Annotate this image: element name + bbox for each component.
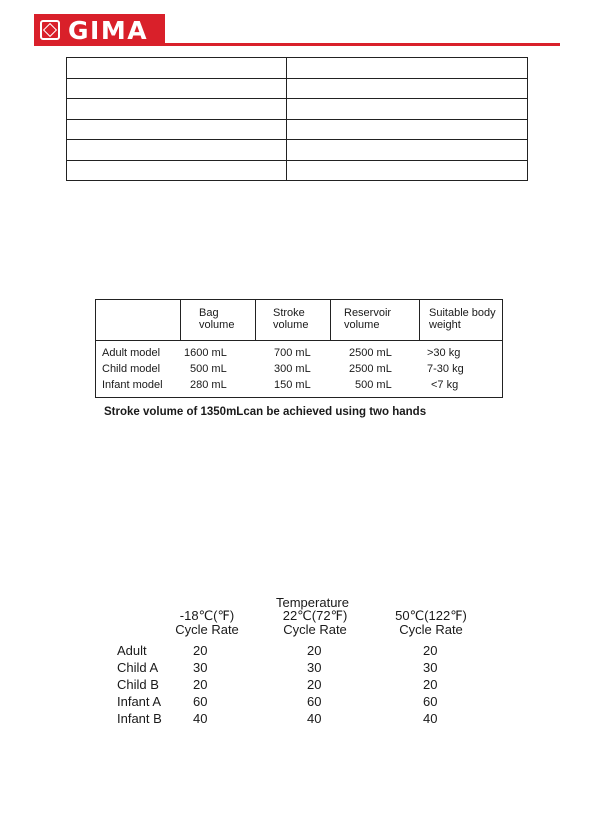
- cycle-rate-label: Cycle Rate: [175, 622, 239, 637]
- logo-text: GIMA: [68, 15, 149, 45]
- table-row: [0, 710, 596, 727]
- cycle-rate-value: 30: [307, 660, 322, 675]
- table-cell: [67, 119, 287, 140]
- row-label: Infant A: [117, 694, 162, 709]
- temperature-heading: Temperature: [276, 595, 349, 610]
- header-reservoir-volume: Reservoir volume: [344, 307, 392, 331]
- table-cell: [287, 119, 528, 140]
- temp-value: -18℃(℉): [179, 608, 235, 623]
- cycle-rate-value: 30: [423, 660, 438, 675]
- cycle-rate-value: 60: [423, 694, 438, 709]
- bag-volume: 280 mL: [190, 379, 227, 391]
- bag-spec-table: [95, 299, 503, 398]
- empty-grid-table: [66, 57, 528, 181]
- model-name: Adult model: [102, 347, 161, 359]
- cycle-rate-value: 20: [423, 677, 438, 692]
- table-cell: [67, 160, 287, 181]
- column-divider: [180, 300, 181, 340]
- header-bag-volume: Bag volume: [199, 307, 235, 331]
- table-cell: [287, 140, 528, 161]
- table-row: [0, 693, 596, 710]
- table-row: [96, 378, 502, 393]
- table-row: [0, 642, 596, 659]
- table-row: [67, 78, 528, 99]
- cycle-rate-value: 20: [307, 677, 322, 692]
- stroke-volume: 700 mL: [274, 347, 311, 359]
- cycle-rate-value: 30: [193, 660, 208, 675]
- stroke-volume: 300 mL: [274, 363, 311, 375]
- table-row: [67, 160, 528, 181]
- table-cell: [287, 99, 528, 120]
- table-row: [96, 362, 502, 377]
- table-cell: [67, 140, 287, 161]
- table-cell: [67, 78, 287, 99]
- temp-column-header: [270, 609, 360, 637]
- cycle-rate-value: 60: [193, 694, 208, 709]
- table-cell: [67, 99, 287, 120]
- cycle-rate-label: Cycle Rate: [399, 622, 463, 637]
- cycle-rate-value: 40: [307, 711, 322, 726]
- header-rule: [165, 43, 560, 46]
- header-divider: [96, 340, 502, 341]
- row-label: Infant B: [117, 711, 162, 726]
- row-label: Child B: [117, 677, 159, 692]
- cycle-rate-value: 40: [193, 711, 208, 726]
- table-cell: [67, 58, 287, 79]
- table-row: [67, 119, 528, 140]
- cycle-rate-value: 20: [307, 643, 322, 658]
- cycle-rate-value: 60: [307, 694, 322, 709]
- temp-column-header: [382, 609, 480, 637]
- table-row: [0, 676, 596, 693]
- temp-value: 50℃(122℉): [395, 608, 467, 623]
- table-cell: [287, 58, 528, 79]
- table-row: [67, 99, 528, 120]
- cycle-rate-label: Cycle Rate: [283, 622, 347, 637]
- bag-volume: 1600 mL: [184, 347, 227, 359]
- gima-emblem-icon: [40, 20, 60, 40]
- row-label: Adult: [117, 643, 147, 658]
- model-name: Child model: [102, 363, 161, 375]
- cycle-rate-value: 20: [423, 643, 438, 658]
- reservoir-volume: 2500 mL: [349, 363, 392, 375]
- table-cell: [287, 160, 528, 181]
- temp-column-header: [162, 609, 252, 637]
- stroke-volume-note: Stroke volume of 1350mLcan be achieved using two hands: [104, 406, 427, 418]
- cycle-rate-value: 40: [423, 711, 438, 726]
- temp-value: 22℃(72℉): [282, 608, 348, 623]
- reservoir-volume: 500 mL: [355, 379, 392, 391]
- column-divider: [330, 300, 331, 340]
- row-label: Child A: [117, 660, 159, 675]
- header-stroke-volume: Stroke volume: [273, 307, 309, 331]
- body-weight: <7 kg: [431, 379, 459, 391]
- table-cell: [287, 78, 528, 99]
- stroke-volume: 150 mL: [274, 379, 311, 391]
- table-row: [96, 346, 502, 361]
- reservoir-volume: 2500 mL: [349, 347, 392, 359]
- bag-volume: 500 mL: [190, 363, 227, 375]
- column-divider: [255, 300, 256, 340]
- table-row: [0, 659, 596, 676]
- column-divider: [419, 300, 420, 340]
- cycle-rate-value: 20: [193, 677, 208, 692]
- header-body-weight: Suitable body weight: [429, 307, 496, 331]
- body-weight: >30 kg: [427, 347, 461, 359]
- model-name: Infant model: [102, 379, 163, 391]
- table-row: [67, 140, 528, 161]
- gima-logo: [34, 14, 165, 46]
- cycle-rate-value: 20: [193, 643, 208, 658]
- body-weight: 7-30 kg: [427, 363, 464, 375]
- table-row: [67, 58, 528, 79]
